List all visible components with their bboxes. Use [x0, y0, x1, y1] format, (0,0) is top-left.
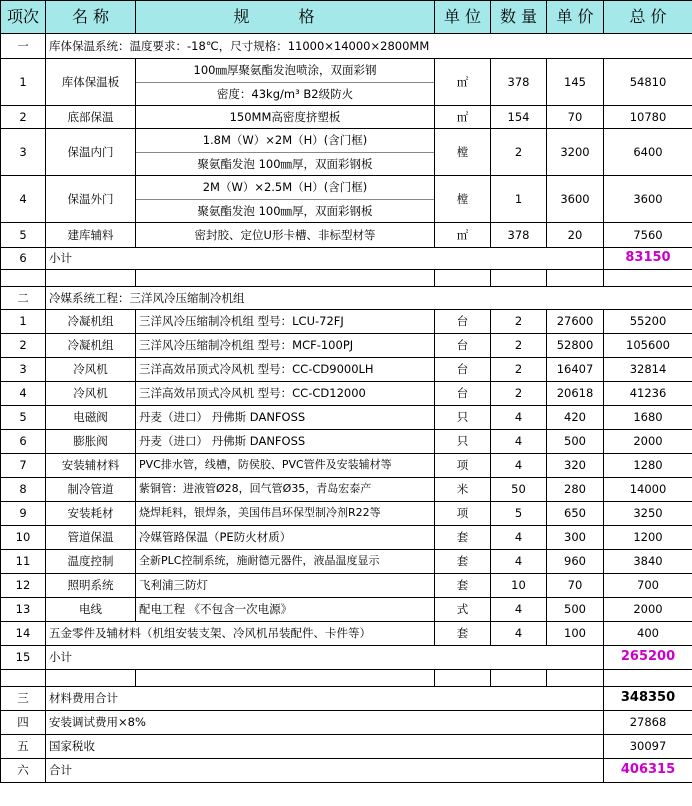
row-name: 冷风机: [46, 358, 136, 382]
row-price: 20: [547, 223, 604, 248]
row-name: 电磁阀: [46, 406, 136, 430]
row-no: 10: [1, 526, 46, 550]
spacer-row: [1, 270, 692, 287]
grand-total-value: 406315: [604, 759, 692, 783]
row-no: 11: [1, 550, 46, 574]
row-qty: 4: [491, 622, 547, 646]
subtotal-value: 265200: [604, 646, 692, 670]
summary-value: 348350: [604, 687, 692, 711]
row-price: 280: [547, 478, 604, 502]
spacer-cell: [1, 670, 46, 687]
row-qty: 4: [491, 406, 547, 430]
row-spec: 三洋高效吊顶式冷风机 型号：CC-CD9000LH: [136, 358, 435, 382]
row-unit: 项: [435, 502, 491, 526]
summary-label: 安装调试费用×8%: [46, 711, 604, 735]
subtotal-value: 83150: [604, 248, 692, 270]
row-unit: 式: [435, 598, 491, 622]
row-qty: 4: [491, 526, 547, 550]
row-spec-line2: 密度：43kg/m³ B2级防火: [136, 83, 435, 106]
row-price: 16407: [547, 358, 604, 382]
table-row: [1, 598, 692, 622]
row-name: 照明系统: [46, 574, 136, 598]
row-price: 100: [547, 622, 604, 646]
row-no: 4: [1, 382, 46, 406]
row-total: 3840: [604, 550, 692, 574]
row-unit: 套: [435, 526, 491, 550]
spacer-cell: [136, 270, 435, 287]
row-name: 冷凝机组: [46, 334, 136, 358]
row-name: 建库辅料: [46, 223, 136, 248]
header-row: [1, 1, 692, 34]
summary-no: 三: [1, 687, 46, 711]
summary-row: [1, 735, 692, 759]
table-row: [1, 334, 692, 358]
row-total: 1680: [604, 406, 692, 430]
table-row: [1, 430, 692, 454]
header-spec: 规 格: [136, 1, 435, 34]
row-spec: 三洋高效吊顶式冷风机 型号：CC-CD12000: [136, 382, 435, 406]
row-spec: 紫铜管：进液管Ø28，回气管Ø35，青岛宏泰产: [136, 478, 435, 502]
header-no: 项次: [1, 1, 46, 34]
row-qty: 10: [491, 574, 547, 598]
table-row: [1, 406, 692, 430]
subtotal-row: [1, 248, 692, 270]
row-unit: 套: [435, 574, 491, 598]
summary-no: 六: [1, 759, 46, 783]
header-qty: 数 量: [491, 1, 547, 34]
row-spec: 丹麦（进口） 丹佛斯 DANFOSS: [136, 430, 435, 454]
table-row: [1, 478, 692, 502]
row-price: 500: [547, 430, 604, 454]
row-total: 2000: [604, 598, 692, 622]
table-row: [1, 176, 692, 200]
row-name: 冷凝机组: [46, 310, 136, 334]
row-spec-line1: 2M（W）×2.5M（H）(含门框): [136, 176, 435, 200]
row-spec: 冷媒管路保温（PE防火材质）: [136, 526, 435, 550]
table-row: [1, 502, 692, 526]
row-no: 15: [1, 646, 46, 670]
table-row: [1, 129, 692, 153]
spacer-cell: [435, 670, 491, 687]
row-qty: 2: [491, 382, 547, 406]
spacer-cell: [547, 270, 604, 287]
spacer-cell: [491, 270, 547, 287]
row-spec-line2: 聚氨酯发泡 100㎜厚，双面彩钢板: [136, 200, 435, 223]
row-spec-line1: 100㎜厚聚氨酯发泡喷涂，双面彩钢: [136, 59, 435, 83]
row-price: 70: [547, 106, 604, 129]
row-unit: 台: [435, 382, 491, 406]
row-no: 8: [1, 478, 46, 502]
header-total: 总 价: [604, 1, 692, 34]
row-name: 电线: [46, 598, 136, 622]
row-qty: 2: [491, 358, 547, 382]
row-unit: 台: [435, 334, 491, 358]
row-name: 管道保温: [46, 526, 136, 550]
row-no: 3: [1, 358, 46, 382]
row-total: 3600: [604, 176, 692, 223]
subtotal-label: 小计: [46, 248, 604, 270]
row-unit: ㎡: [435, 59, 491, 106]
row-total: 7560: [604, 223, 692, 248]
table-row: [1, 106, 692, 129]
summary-label: 材料费用合计: [46, 687, 604, 711]
row-unit: ㎡: [435, 223, 491, 248]
row-total: 1280: [604, 454, 692, 478]
summary-value: 30097: [604, 735, 692, 759]
row-total: 400: [604, 622, 692, 646]
row-total: 3250: [604, 502, 692, 526]
row-price: 27600: [547, 310, 604, 334]
row-price: 20618: [547, 382, 604, 406]
row-no: 12: [1, 574, 46, 598]
row-spec-line2: 聚氨酯发泡 100㎜厚，双面彩钢板: [136, 153, 435, 176]
table-row: [1, 622, 692, 646]
row-spec: 三洋风冷压缩制冷机组 型号：MCF-100PJ: [136, 334, 435, 358]
row-qty: 50: [491, 478, 547, 502]
row-qty: 378: [491, 223, 547, 248]
row-price: 500: [547, 598, 604, 622]
row-qty: 5: [491, 502, 547, 526]
row-price: 650: [547, 502, 604, 526]
row-unit: 套: [435, 550, 491, 574]
table-row: [1, 526, 692, 550]
row-name: 膨胀阀: [46, 430, 136, 454]
row-qty: 4: [491, 454, 547, 478]
row-name: 安装耗材: [46, 502, 136, 526]
row-spec: 烧焊耗料，银焊条，美国伟昌环保型制冷剂R22等: [136, 502, 435, 526]
section-title: 冷媒系统工程：三洋风冷压缩制冷机组: [46, 287, 692, 310]
row-spec: 配电工程 《不包含一次电源》: [136, 598, 435, 622]
row-unit: 套: [435, 622, 491, 646]
section-2-title-row: [1, 287, 692, 310]
row-spec: 丹麦（进口） 丹佛斯 DANFOSS: [136, 406, 435, 430]
spacer-cell: [604, 270, 692, 287]
spacer-cell: [136, 670, 435, 687]
row-unit: 项: [435, 454, 491, 478]
spacer-cell: [1, 270, 46, 287]
row-total: 54810: [604, 59, 692, 106]
table-row: [1, 382, 692, 406]
section-no: 一: [1, 34, 46, 59]
row-price: 3200: [547, 129, 604, 176]
spacer-cell: [46, 670, 136, 687]
row-unit: 樘: [435, 129, 491, 176]
row-price: 420: [547, 406, 604, 430]
summary-row: [1, 711, 692, 735]
row-unit: 台: [435, 310, 491, 334]
row-unit: 米: [435, 478, 491, 502]
row-spec: 全新PLC控制系统，施耐德元器件，液晶温度显示: [136, 550, 435, 574]
row-no: 5: [1, 223, 46, 248]
summary-no: 四: [1, 711, 46, 735]
row-no: 7: [1, 454, 46, 478]
row-qty: 4: [491, 430, 547, 454]
row-total: 10780: [604, 106, 692, 129]
row-unit: ㎡: [435, 106, 491, 129]
row-price: 960: [547, 550, 604, 574]
row-spec: 飞利浦三防灯: [136, 574, 435, 598]
row-name: 保温内门: [46, 129, 136, 176]
row-total: 41236: [604, 382, 692, 406]
row-spec-line1: 1.8M（W）×2M（H）(含门框): [136, 129, 435, 153]
spacer-cell: [604, 670, 692, 687]
row-unit: 只: [435, 430, 491, 454]
row-no: 14: [1, 622, 46, 646]
row-price: 70: [547, 574, 604, 598]
row-name: 温度控制: [46, 550, 136, 574]
spacer-row: [1, 670, 692, 687]
row-qty: 2: [491, 334, 547, 358]
row-description: 五金零件及辅材料（机组安装支架、冷风机吊装配件、卡件等）: [46, 622, 435, 646]
row-name: 安装辅材料: [46, 454, 136, 478]
summary-value: 27868: [604, 711, 692, 735]
row-qty: 2: [491, 310, 547, 334]
row-no: 13: [1, 598, 46, 622]
table-row: [1, 223, 692, 248]
summary-row: [1, 687, 692, 711]
spacer-cell: [435, 270, 491, 287]
section-no: 二: [1, 287, 46, 310]
row-qty: 2: [491, 129, 547, 176]
table-row: [1, 574, 692, 598]
row-spec: 150MM高密度挤塑板: [136, 106, 435, 129]
row-total: 700: [604, 574, 692, 598]
summary-label: 国家税收: [46, 735, 604, 759]
row-name: 底部保温: [46, 106, 136, 129]
row-unit: 樘: [435, 176, 491, 223]
section-1-title-row: [1, 34, 692, 59]
row-spec: 密封胶、定位U形卡槽、非标型材等: [136, 223, 435, 248]
row-total: 14000: [604, 478, 692, 502]
summary-no: 五: [1, 735, 46, 759]
spacer-cell: [46, 270, 136, 287]
subtotal-label: 小计: [46, 646, 604, 670]
row-price: 300: [547, 526, 604, 550]
header-name: 名 称: [46, 1, 136, 34]
row-qty: 4: [491, 550, 547, 574]
row-price: 52800: [547, 334, 604, 358]
row-no: 6: [1, 430, 46, 454]
table-row: [1, 454, 692, 478]
row-qty: 154: [491, 106, 547, 129]
row-total: 1200: [604, 526, 692, 550]
row-total: 6400: [604, 129, 692, 176]
table-row: [1, 550, 692, 574]
row-total: 105600: [604, 334, 692, 358]
row-name: 库体保温板: [46, 59, 136, 106]
header-unit: 单 位: [435, 1, 491, 34]
header-price: 单 价: [547, 1, 604, 34]
row-no: 1: [1, 59, 46, 106]
row-price: 320: [547, 454, 604, 478]
row-qty: 378: [491, 59, 547, 106]
row-unit: 只: [435, 406, 491, 430]
row-price: 3600: [547, 176, 604, 223]
table-row: [1, 358, 692, 382]
row-no: 9: [1, 502, 46, 526]
row-price: 145: [547, 59, 604, 106]
row-name: 制冷管道: [46, 478, 136, 502]
subtotal-row: [1, 646, 692, 670]
row-no: 1: [1, 310, 46, 334]
row-qty: 4: [491, 598, 547, 622]
row-no: 3: [1, 129, 46, 176]
row-no: 2: [1, 334, 46, 358]
row-no: 5: [1, 406, 46, 430]
row-name: 冷风机: [46, 382, 136, 406]
row-no: 4: [1, 176, 46, 223]
spacer-cell: [547, 670, 604, 687]
summary-row: [1, 759, 692, 783]
row-spec: PVC排水管，线槽，防侯胶、PVC管件及安装辅材等: [136, 454, 435, 478]
row-total: 55200: [604, 310, 692, 334]
table-row: [1, 310, 692, 334]
row-spec: 三洋风冷压缩制冷机组 型号：LCU-72FJ: [136, 310, 435, 334]
row-qty: 1: [491, 176, 547, 223]
row-no: 6: [1, 248, 46, 270]
row-total: 2000: [604, 430, 692, 454]
row-total: 32814: [604, 358, 692, 382]
section-title: 库体保温系统：温度要求：-18℃，尺寸规格：11000×14000×2800MM: [46, 34, 692, 59]
row-name: 保温外门: [46, 176, 136, 223]
row-unit: 台: [435, 358, 491, 382]
summary-label: 合计: [46, 759, 604, 783]
spacer-cell: [491, 670, 547, 687]
row-no: 2: [1, 106, 46, 129]
table-row: [1, 59, 692, 83]
